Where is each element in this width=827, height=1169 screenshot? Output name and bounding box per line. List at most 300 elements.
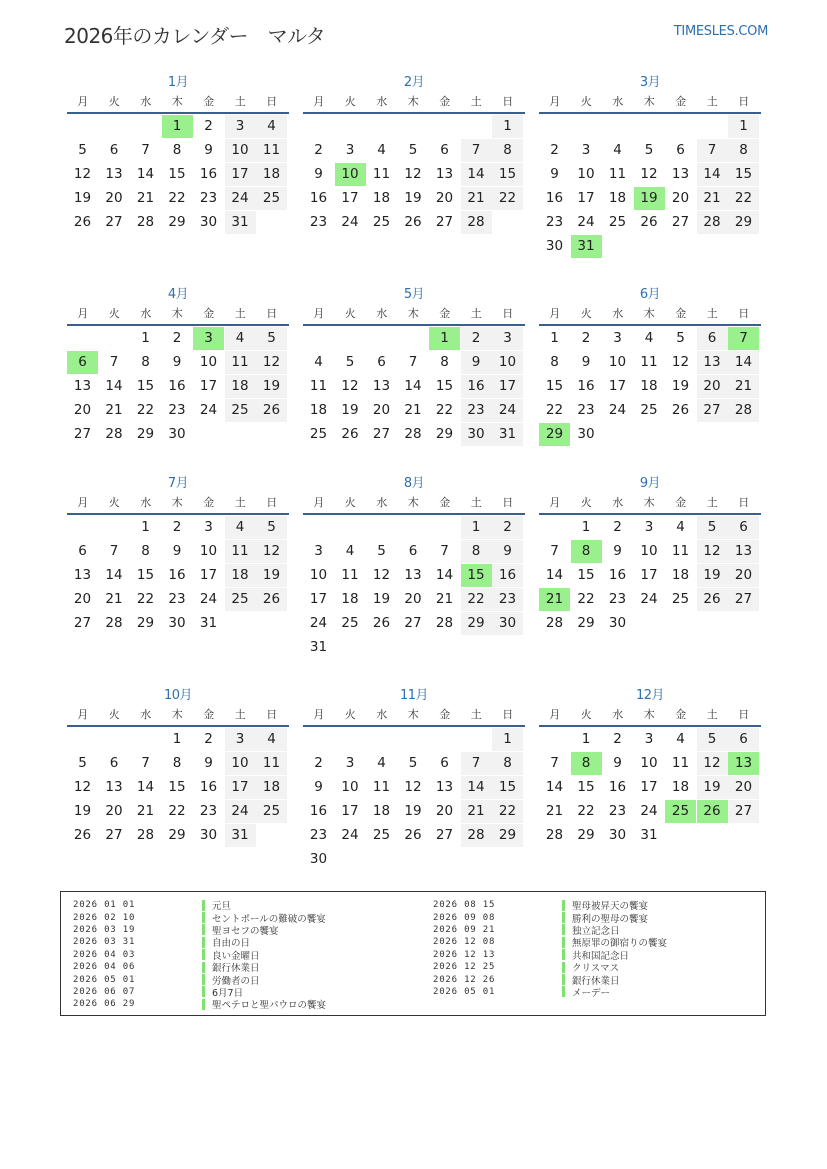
day-cell[interactable]: 5 (256, 516, 287, 539)
day-cell[interactable]: 19 (372, 591, 391, 607)
day-cell[interactable]: 24 (199, 402, 218, 418)
day-cell[interactable]: 19 (256, 375, 287, 398)
day-cell[interactable]: 7 (461, 752, 492, 775)
day-cell[interactable]: 6 (697, 327, 728, 350)
day-cell[interactable]: 31 (225, 824, 256, 847)
day-cell[interactable]: 31 (309, 639, 328, 655)
day-cell[interactable]: 10 (225, 752, 256, 775)
day-cell[interactable]: 8 (141, 354, 150, 370)
day-cell[interactable]: 12 (256, 540, 287, 563)
day-cell[interactable]: 22 (492, 187, 523, 210)
day-cell[interactable]: 5 (676, 330, 685, 346)
day-cell[interactable]: 1 (550, 330, 559, 346)
day-cell[interactable]: 27 (728, 800, 759, 823)
day-cell[interactable]: 24 (309, 615, 328, 631)
day-cell[interactable]: 22 (168, 190, 186, 206)
day-cell[interactable]: 12 (73, 166, 92, 182)
day-cell[interactable]: 3 (225, 115, 256, 138)
day-cell[interactable]: 8 (492, 752, 523, 775)
day-cell[interactable]: 16 (168, 378, 186, 394)
day-cell[interactable]: 15 (168, 779, 186, 795)
day-cell[interactable]: 7 (461, 139, 492, 162)
day-cell[interactable]: 30 (608, 827, 627, 843)
day-cell[interactable]: 14 (697, 163, 728, 186)
day-cell[interactable]: 3 (492, 327, 523, 350)
day-cell[interactable]: 8 (550, 354, 559, 370)
day-cell[interactable]: 11 (671, 755, 690, 771)
day-cell[interactable]: 14 (105, 378, 123, 394)
day-cell[interactable]: 16 (608, 567, 627, 583)
day-cell[interactable]: 25 (671, 591, 690, 607)
day-cell[interactable]: 18 (309, 402, 328, 418)
day-cell[interactable]: 17 (640, 779, 658, 795)
day-cell[interactable]: 20 (404, 591, 422, 607)
day-cell[interactable]: 16 (309, 190, 328, 206)
day-cell[interactable]: 25 (256, 187, 287, 210)
day-cell[interactable]: 3 (644, 731, 654, 747)
day-cell[interactable]: 11 (372, 166, 391, 182)
day-cell[interactable]: 2 (550, 142, 559, 158)
day-cell[interactable]: 22 (577, 803, 595, 819)
day-cell[interactable]: 12 (372, 567, 391, 583)
day-cell[interactable]: 8 (728, 139, 759, 162)
day-cell[interactable]: 10 (199, 354, 218, 370)
day-cell[interactable]: 30 (199, 827, 218, 843)
day-cell[interactable]: 25 (341, 615, 359, 631)
day-cell[interactable]: 28 (545, 827, 564, 843)
day-cell[interactable]: 26 (671, 402, 690, 418)
day-cell[interactable]: 31 (225, 211, 256, 234)
day-cell[interactable]: 15 (168, 166, 186, 182)
day-cell[interactable]: 27 (728, 588, 759, 611)
day-cell[interactable]: 13 (404, 567, 422, 583)
day-cell[interactable]: 1 (172, 731, 182, 747)
day-cell[interactable]: 25 (608, 214, 627, 230)
day-cell[interactable]: 24 (492, 399, 523, 422)
day-cell[interactable]: 12 (73, 779, 92, 795)
day-cell[interactable]: 11 (640, 354, 658, 370)
day-cell[interactable]: 14 (136, 779, 155, 795)
day-cell[interactable]: 1 (581, 731, 591, 747)
day-cell[interactable]: 4 (676, 731, 685, 747)
day-cell[interactable]: 15 (728, 163, 759, 186)
day-cell[interactable]: 12 (404, 779, 422, 795)
day-cell[interactable]: 9 (492, 540, 523, 563)
day-cell[interactable]: 21 (545, 803, 564, 819)
day-cell[interactable]: 20 (728, 564, 759, 587)
day-cell[interactable]: 1 (141, 519, 150, 535)
day-cell[interactable]: 23 (608, 591, 627, 607)
day-cell[interactable]: 2 (492, 516, 523, 539)
day-cell[interactable]: 2 (613, 519, 622, 535)
day-cell[interactable]: 6 (78, 543, 87, 559)
day-cell[interactable]: 28 (697, 211, 728, 234)
day-cell[interactable]: 4 (345, 543, 355, 559)
day-cell[interactable]: 22 (545, 402, 564, 418)
day-cell[interactable]: 5 (377, 543, 386, 559)
day-cell[interactable]: 22 (728, 187, 759, 210)
day-cell[interactable]: 14 (435, 567, 454, 583)
day-cell[interactable]: 26 (640, 214, 658, 230)
day-cell[interactable]: 5 (408, 142, 418, 158)
day-cell[interactable]: 8 (172, 755, 182, 771)
day-cell[interactable]: 23 (168, 402, 186, 418)
day-cell[interactable]: 19 (73, 190, 92, 206)
day-cell[interactable]: 10 (492, 351, 523, 374)
day-cell[interactable]: 13 (105, 166, 123, 182)
day-cell[interactable]: 8 (141, 543, 150, 559)
day-cell[interactable]: 20 (73, 591, 92, 607)
day-cell[interactable]: 18 (671, 779, 690, 795)
day-cell[interactable]: 7 (141, 142, 150, 158)
day-cell[interactable]: 5 (78, 755, 87, 771)
day-cell[interactable]: 18 (256, 776, 287, 799)
day-cell[interactable]: 3 (345, 755, 355, 771)
day-cell[interactable]: 19 (73, 803, 92, 819)
day-cell[interactable]: 7 (550, 543, 559, 559)
day-cell[interactable]: 18 (640, 378, 658, 394)
day-cell[interactable]: 1 (492, 115, 523, 138)
day-cell[interactable]: 30 (577, 426, 595, 442)
day-cell[interactable]: 18 (372, 190, 391, 206)
day-cell[interactable]: 30 (461, 423, 492, 446)
day-cell[interactable]: 24 (577, 214, 595, 230)
day-cell[interactable]: 1 (581, 519, 591, 535)
day-cell[interactable]: 8 (440, 354, 449, 370)
day-cell[interactable]: 23 (309, 214, 328, 230)
day-cell[interactable]: 10 (309, 567, 328, 583)
day-cell[interactable]: 21 (404, 402, 422, 418)
holiday-day-cell[interactable]: 3 (193, 327, 224, 350)
day-cell[interactable]: 6 (440, 755, 449, 771)
day-cell[interactable]: 4 (256, 728, 287, 751)
day-cell[interactable]: 22 (136, 591, 155, 607)
day-cell[interactable]: 21 (728, 375, 759, 398)
day-cell[interactable]: 30 (492, 612, 523, 635)
day-cell[interactable]: 19 (404, 190, 422, 206)
day-cell[interactable]: 10 (577, 166, 595, 182)
day-cell[interactable]: 4 (377, 142, 386, 158)
day-cell[interactable]: 12 (256, 351, 287, 374)
day-cell[interactable]: 1 (141, 330, 150, 346)
day-cell[interactable]: 11 (309, 378, 328, 394)
day-cell[interactable]: 13 (372, 378, 391, 394)
day-cell[interactable]: 25 (225, 399, 256, 422)
day-cell[interactable]: 18 (341, 591, 359, 607)
day-cell[interactable]: 16 (309, 803, 328, 819)
day-cell[interactable]: 12 (697, 540, 728, 563)
day-cell[interactable]: 21 (435, 591, 454, 607)
day-cell[interactable]: 21 (105, 591, 123, 607)
day-cell[interactable]: 25 (372, 214, 391, 230)
day-cell[interactable]: 26 (256, 399, 287, 422)
day-cell[interactable]: 22 (435, 402, 454, 418)
day-cell[interactable]: 10 (608, 354, 627, 370)
day-cell[interactable]: 28 (404, 426, 422, 442)
day-cell[interactable]: 18 (225, 564, 256, 587)
day-cell[interactable]: 3 (314, 543, 323, 559)
day-cell[interactable]: 17 (341, 190, 359, 206)
day-cell[interactable]: 19 (697, 776, 728, 799)
day-cell[interactable]: 21 (697, 187, 728, 210)
day-cell[interactable]: 20 (435, 190, 454, 206)
day-cell[interactable]: 22 (168, 803, 186, 819)
day-cell[interactable]: 15 (136, 378, 155, 394)
day-cell[interactable]: 23 (199, 803, 218, 819)
day-cell[interactable]: 29 (136, 426, 155, 442)
day-cell[interactable]: 2 (204, 118, 213, 134)
day-cell[interactable]: 6 (408, 543, 418, 559)
holiday-day-cell[interactable]: 26 (697, 800, 728, 823)
day-cell[interactable]: 12 (341, 378, 359, 394)
day-cell[interactable]: 5 (78, 142, 87, 158)
day-cell[interactable]: 28 (136, 214, 155, 230)
day-cell[interactable]: 11 (608, 166, 627, 182)
day-cell[interactable]: 7 (440, 543, 449, 559)
day-cell[interactable]: 4 (225, 327, 256, 350)
day-cell[interactable]: 24 (640, 803, 658, 819)
day-cell[interactable]: 23 (577, 402, 595, 418)
day-cell[interactable]: 24 (341, 827, 359, 843)
holiday-day-cell[interactable]: 6 (67, 351, 98, 374)
day-cell[interactable]: 15 (545, 378, 564, 394)
day-cell[interactable]: 26 (697, 588, 728, 611)
day-cell[interactable]: 3 (644, 519, 654, 535)
holiday-day-cell[interactable]: 25 (665, 800, 696, 823)
day-cell[interactable]: 16 (545, 190, 564, 206)
day-cell[interactable]: 31 (492, 423, 523, 446)
day-cell[interactable]: 20 (105, 803, 123, 819)
day-cell[interactable]: 7 (408, 354, 418, 370)
day-cell[interactable]: 5 (256, 327, 287, 350)
day-cell[interactable]: 23 (309, 827, 328, 843)
day-cell[interactable]: 16 (461, 375, 492, 398)
day-cell[interactable]: 19 (671, 378, 690, 394)
day-cell[interactable]: 4 (377, 755, 386, 771)
day-cell[interactable]: 18 (608, 190, 627, 206)
day-cell[interactable]: 27 (105, 827, 123, 843)
day-cell[interactable]: 20 (671, 190, 690, 206)
day-cell[interactable]: 16 (199, 166, 218, 182)
day-cell[interactable]: 19 (341, 402, 359, 418)
day-cell[interactable]: 19 (697, 564, 728, 587)
day-cell[interactable]: 12 (640, 166, 658, 182)
day-cell[interactable]: 3 (345, 142, 355, 158)
day-cell[interactable]: 15 (435, 378, 454, 394)
day-cell[interactable]: 23 (168, 591, 186, 607)
day-cell[interactable]: 9 (204, 142, 213, 158)
day-cell[interactable]: 1 (492, 728, 523, 751)
day-cell[interactable]: 29 (577, 827, 595, 843)
day-cell[interactable]: 17 (577, 190, 595, 206)
day-cell[interactable]: 20 (435, 803, 454, 819)
day-cell[interactable]: 2 (314, 142, 323, 158)
day-cell[interactable]: 22 (577, 591, 595, 607)
day-cell[interactable]: 1 (728, 115, 759, 138)
day-cell[interactable]: 24 (341, 214, 359, 230)
day-cell[interactable]: 6 (109, 755, 119, 771)
day-cell[interactable]: 25 (225, 588, 256, 611)
day-cell[interactable]: 15 (492, 776, 523, 799)
day-cell[interactable]: 30 (168, 615, 186, 631)
holiday-day-cell[interactable]: 10 (335, 163, 366, 186)
day-cell[interactable]: 30 (199, 214, 218, 230)
day-cell[interactable]: 6 (440, 142, 449, 158)
day-cell[interactable]: 7 (550, 755, 559, 771)
day-cell[interactable]: 24 (640, 591, 658, 607)
day-cell[interactable]: 29 (492, 824, 523, 847)
day-cell[interactable]: 11 (671, 543, 690, 559)
day-cell[interactable]: 27 (73, 615, 92, 631)
day-cell[interactable]: 27 (697, 399, 728, 422)
holiday-day-cell[interactable]: 21 (539, 588, 570, 611)
day-cell[interactable]: 16 (577, 378, 595, 394)
day-cell[interactable]: 11 (256, 752, 287, 775)
day-cell[interactable]: 24 (225, 187, 256, 210)
day-cell[interactable]: 26 (404, 214, 422, 230)
day-cell[interactable]: 9 (314, 779, 323, 795)
day-cell[interactable]: 29 (577, 615, 595, 631)
day-cell[interactable]: 10 (199, 543, 218, 559)
day-cell[interactable]: 16 (492, 564, 523, 587)
day-cell[interactable]: 29 (136, 615, 155, 631)
day-cell[interactable]: 28 (545, 615, 564, 631)
day-cell[interactable]: 13 (435, 779, 454, 795)
day-cell[interactable]: 23 (199, 190, 218, 206)
holiday-day-cell[interactable]: 8 (571, 752, 602, 775)
day-cell[interactable]: 4 (676, 519, 685, 535)
day-cell[interactable]: 21 (136, 803, 155, 819)
day-cell[interactable]: 7 (141, 755, 150, 771)
day-cell[interactable]: 25 (372, 827, 391, 843)
day-cell[interactable]: 22 (461, 588, 492, 611)
day-cell[interactable]: 20 (728, 776, 759, 799)
day-cell[interactable]: 3 (204, 519, 213, 535)
day-cell[interactable]: 17 (309, 591, 328, 607)
day-cell[interactable]: 14 (461, 776, 492, 799)
day-cell[interactable]: 28 (461, 824, 492, 847)
day-cell[interactable]: 14 (105, 567, 123, 583)
day-cell[interactable]: 17 (608, 378, 627, 394)
day-cell[interactable]: 23 (492, 588, 523, 611)
day-cell[interactable]: 26 (372, 615, 391, 631)
day-cell[interactable]: 30 (545, 238, 564, 254)
brand-logo-text[interactable]: TIMESLES.COM (673, 24, 768, 39)
day-cell[interactable]: 6 (676, 142, 685, 158)
day-cell[interactable]: 29 (461, 612, 492, 635)
day-cell[interactable]: 29 (168, 214, 186, 230)
day-cell[interactable]: 28 (435, 615, 454, 631)
day-cell[interactable]: 11 (341, 567, 359, 583)
holiday-day-cell[interactable]: 13 (728, 752, 759, 775)
day-cell[interactable]: 15 (136, 567, 155, 583)
day-cell[interactable]: 23 (461, 399, 492, 422)
day-cell[interactable]: 2 (581, 330, 591, 346)
day-cell[interactable]: 12 (697, 752, 728, 775)
day-cell[interactable]: 28 (105, 426, 123, 442)
day-cell[interactable]: 17 (341, 803, 359, 819)
day-cell[interactable]: 9 (550, 166, 559, 182)
day-cell[interactable]: 16 (168, 567, 186, 583)
day-cell[interactable]: 10 (640, 755, 658, 771)
day-cell[interactable]: 23 (545, 214, 564, 230)
day-cell[interactable]: 27 (671, 214, 690, 230)
holiday-day-cell[interactable]: 7 (728, 327, 759, 350)
day-cell[interactable]: 17 (199, 567, 218, 583)
holiday-day-cell[interactable]: 8 (571, 540, 602, 563)
day-cell[interactable]: 21 (105, 402, 123, 418)
day-cell[interactable]: 5 (345, 354, 355, 370)
day-cell[interactable]: 14 (404, 378, 422, 394)
day-cell[interactable]: 13 (73, 567, 92, 583)
holiday-day-cell[interactable]: 31 (571, 235, 602, 258)
day-cell[interactable]: 2 (204, 731, 213, 747)
day-cell[interactable]: 3 (581, 142, 591, 158)
day-cell[interactable]: 27 (435, 214, 454, 230)
day-cell[interactable]: 17 (225, 163, 256, 186)
day-cell[interactable]: 5 (697, 728, 728, 751)
day-cell[interactable]: 3 (225, 728, 256, 751)
day-cell[interactable]: 13 (671, 166, 690, 182)
day-cell[interactable]: 28 (728, 399, 759, 422)
day-cell[interactable]: 26 (404, 827, 422, 843)
day-cell[interactable]: 10 (225, 139, 256, 162)
day-cell[interactable]: 21 (461, 187, 492, 210)
day-cell[interactable]: 25 (309, 426, 328, 442)
day-cell[interactable]: 9 (172, 543, 182, 559)
day-cell[interactable]: 8 (492, 139, 523, 162)
day-cell[interactable]: 13 (728, 540, 759, 563)
day-cell[interactable]: 28 (136, 827, 155, 843)
day-cell[interactable]: 9 (204, 755, 213, 771)
day-cell[interactable]: 6 (728, 728, 759, 751)
day-cell[interactable]: 27 (372, 426, 391, 442)
day-cell[interactable]: 29 (435, 426, 454, 442)
day-cell[interactable]: 4 (256, 115, 287, 138)
day-cell[interactable]: 24 (608, 402, 627, 418)
day-cell[interactable]: 29 (728, 211, 759, 234)
day-cell[interactable]: 4 (314, 354, 323, 370)
day-cell[interactable]: 9 (461, 351, 492, 374)
day-cell[interactable]: 9 (581, 354, 591, 370)
day-cell[interactable]: 11 (256, 139, 287, 162)
day-cell[interactable]: 5 (408, 755, 418, 771)
day-cell[interactable]: 5 (697, 516, 728, 539)
day-cell[interactable]: 25 (640, 402, 658, 418)
day-cell[interactable]: 4 (613, 142, 622, 158)
day-cell[interactable]: 6 (109, 142, 119, 158)
holiday-day-cell[interactable]: 1 (429, 327, 460, 350)
day-cell[interactable]: 22 (136, 402, 155, 418)
day-cell[interactable]: 26 (73, 214, 92, 230)
day-cell[interactable]: 7 (109, 543, 119, 559)
day-cell[interactable]: 11 (372, 779, 391, 795)
day-cell[interactable]: 20 (73, 402, 92, 418)
day-cell[interactable]: 10 (341, 779, 359, 795)
day-cell[interactable]: 28 (105, 615, 123, 631)
day-cell[interactable]: 15 (577, 567, 595, 583)
day-cell[interactable]: 31 (640, 827, 658, 843)
day-cell[interactable]: 1 (461, 516, 492, 539)
day-cell[interactable]: 17 (225, 776, 256, 799)
day-cell[interactable]: 13 (73, 378, 92, 394)
day-cell[interactable]: 17 (492, 375, 523, 398)
holiday-day-cell[interactable]: 19 (634, 187, 665, 210)
day-cell[interactable]: 20 (697, 375, 728, 398)
holiday-day-cell[interactable]: 1 (162, 115, 193, 138)
day-cell[interactable]: 9 (613, 543, 622, 559)
day-cell[interactable]: 26 (73, 827, 92, 843)
